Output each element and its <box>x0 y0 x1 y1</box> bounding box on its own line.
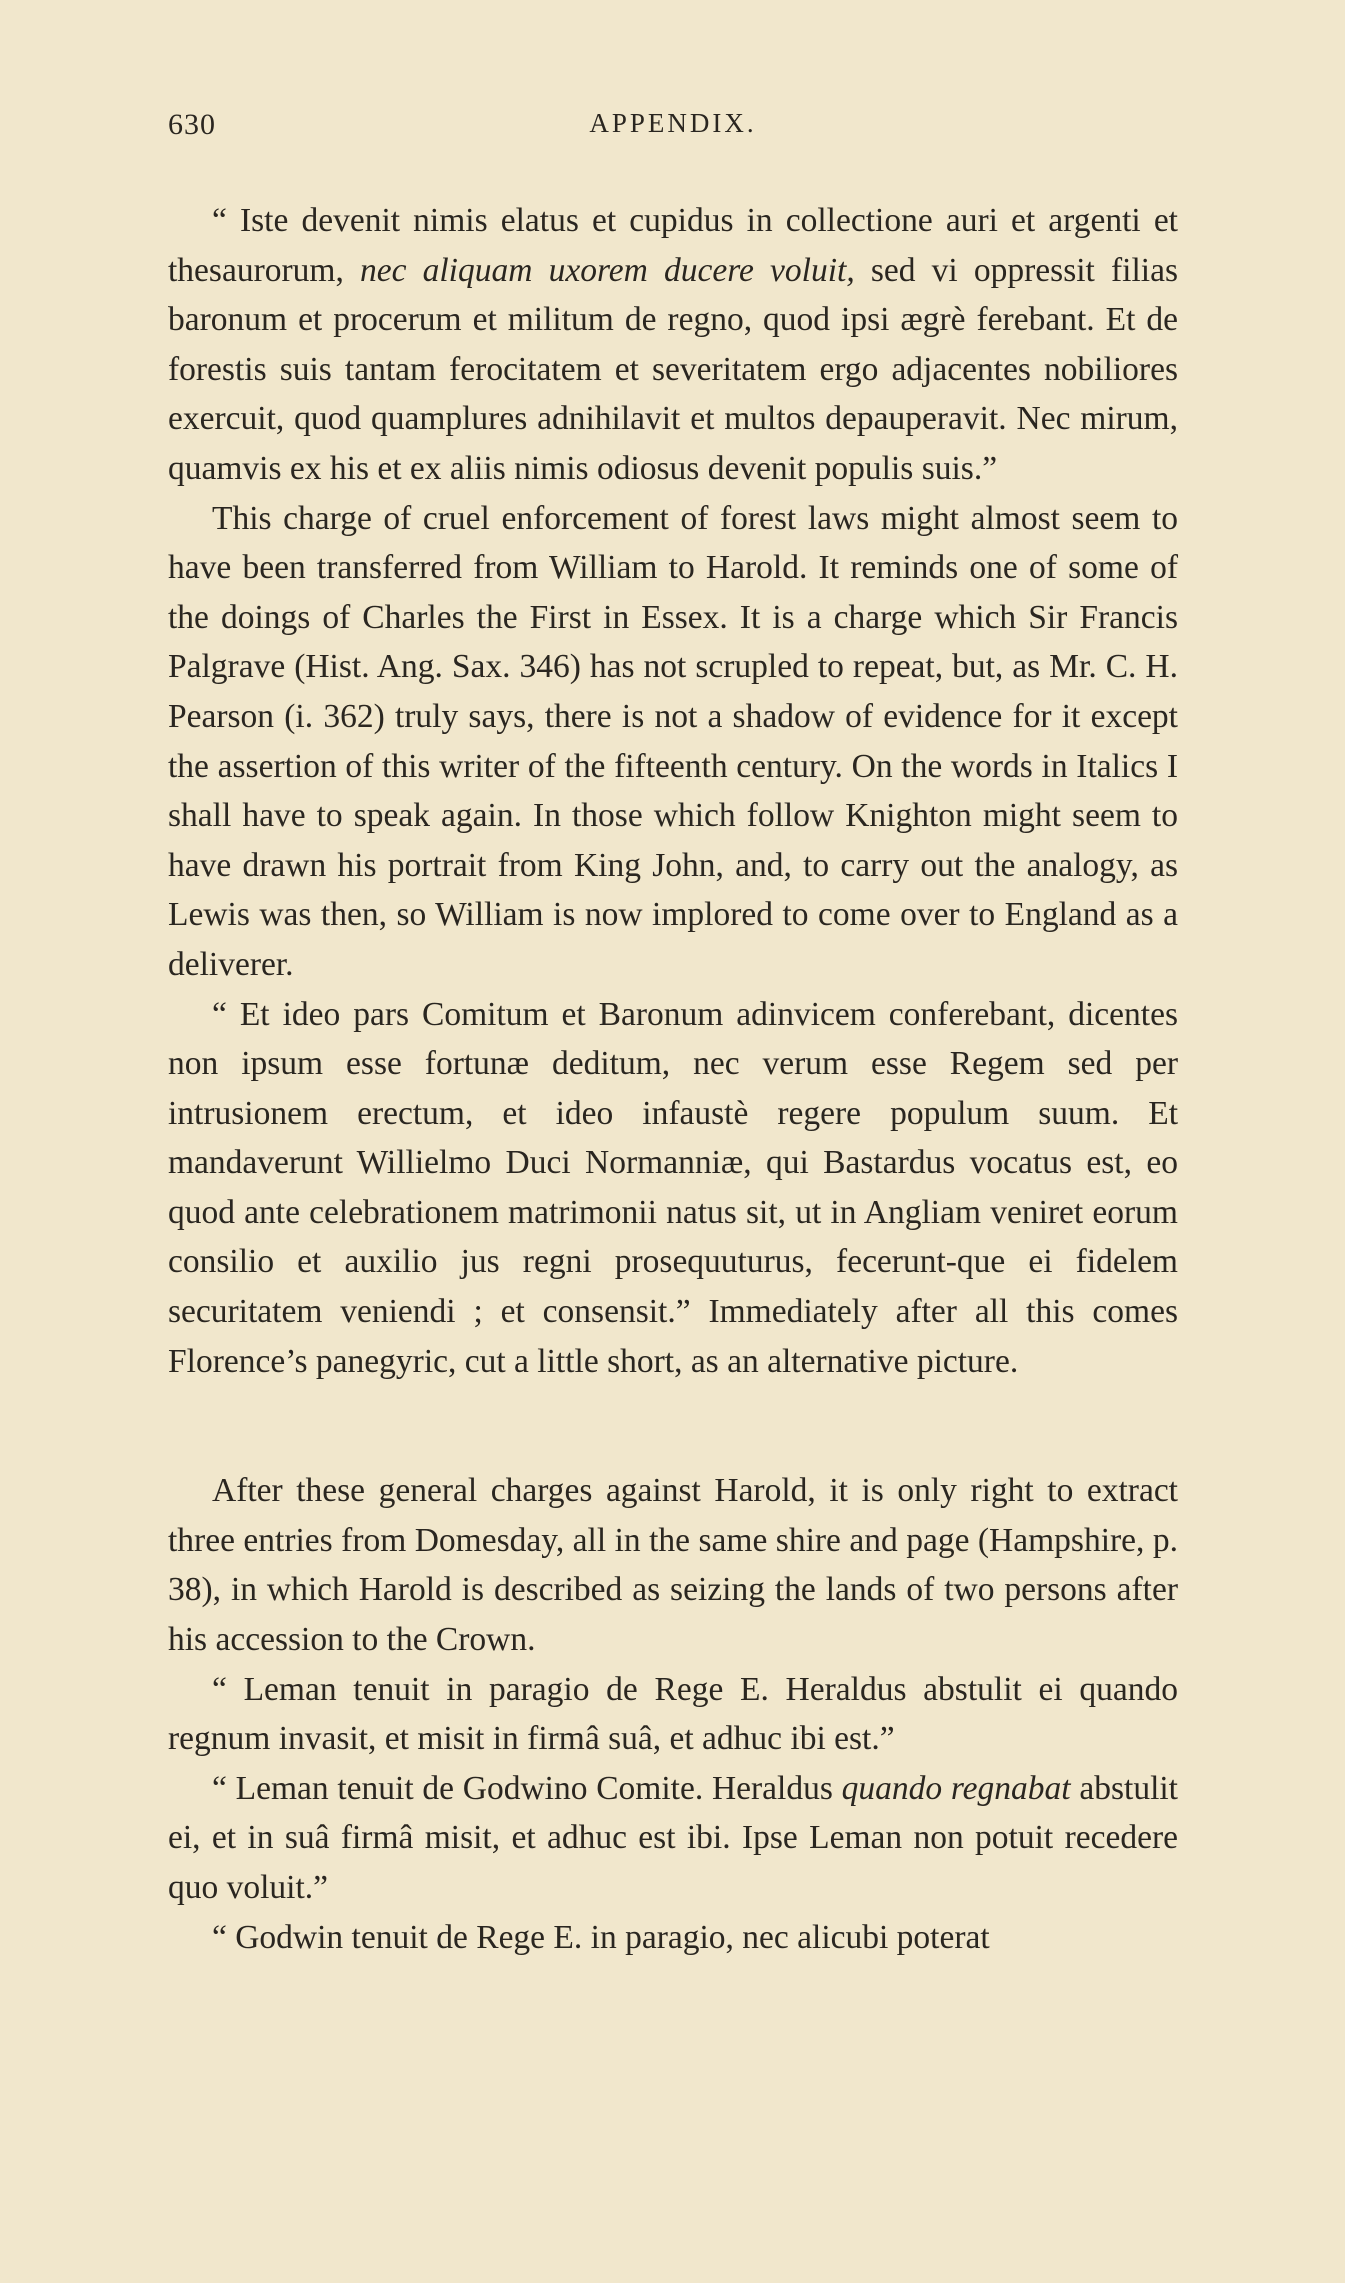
paragraph-domesday-entry-2 <box>168 1764 1178 1913</box>
paragraph-domesday-entry-1: “ Leman tenuit in paragio de Rege E. Heraldus abstulit ei quando regnum invasit, et misit in firmâ suâ, et adhuc ibi est.” <box>168 1670 1178 1758</box>
body-text <box>168 196 1178 1962</box>
paragraph-knighton-quote <box>168 196 1178 494</box>
paragraph-domesday-entry-3: “ Godwin tenuit de Rege E. in paragio, nec alicubi poterat <box>212 1918 990 1956</box>
paragraph-text: abstulit ei, et in suâ firmâ misit, et adhuc est ibi. Ipse Leman non potuit recedere quo voluit.” <box>168 1769 1178 1906</box>
paragraph-comitum-quote: “ Et ideo pars Comitum et Baronum adinvicem conferebant, dicentes non ipsum esse fortunæ deditum, nec verum esse Regem sed per intrusionem erectum, et ideo infaustè regere populum suum. Et mandaverunt Willielmo Duci Normanniæ, qui Bastardus vocatus est, eo quod ante celebrationem matrimonii natus sit, ut in Angliam veniret eorum consilio et auxilio jus regni prosequuturus, fecerunt-que ei fidelem securitatem veniendi ; et consensit.” Immediately after all this comes Florence’s panegyric, cut a little short, as an alternative picture. <box>168 995 1178 1380</box>
italic-phrase: nec aliquam uxorem ducere voluit, <box>359 251 855 289</box>
italic-phrase: quando regnabat <box>841 1769 1071 1807</box>
page-number: 630 <box>168 108 216 141</box>
running-head: APPENDIX. <box>589 108 757 138</box>
section-gap <box>168 1386 1178 1466</box>
paragraph-forest-laws: This charge of cruel enforcement of forest laws might almost seem to have been transferred from William to Harold. It reminds one of some of the doings of Charles the First in Essex. It is a charge which Sir Francis Palgrave (Hist. Ang. Sax. 346) has not scrupled to repeat, but, as Mr. C. H. Pearson (i. 362) truly says, there is not a shadow of evidence for it except the assertion of this writer of the fifteenth century. On the words in Italics I shall have to speak again. In those which follow Knighton might seem to have drawn his portrait from King John, and, to carry out the analogy, as Lewis was then, so William is now implored to come over to England as a deliverer. <box>168 499 1178 983</box>
paragraph-domesday-intro: After these general charges against Harold, it is only right to extract three entries from Domesday, all in the same shire and page (Hampshire, p. 38), in which Harold is described as seizing the lands of two persons after his accession to the Crown. <box>168 1472 1178 1659</box>
paragraph-text: sed vi oppressit filias baronum et procerum et militum de regno, quod ipsi ægrè ferebant. Et de forestis suis tantam ferocitatem et severitatem ergo adjacentes nobiliores exercuit, quod quamplures adnihilavit et multos depauperavit. Nec mirum, quamvis ex his et ex aliis nimis odiosus devenit populis suis.” <box>168 251 1178 487</box>
paragraph-text: “ Leman tenuit de Godwino Comite. Heraldus <box>212 1769 842 1807</box>
paragraph-text: “ Iste devenit nimis elatus et cupidus in collectione auri et argenti et thesaurorum, <box>168 202 1178 289</box>
page-header <box>168 108 1178 152</box>
